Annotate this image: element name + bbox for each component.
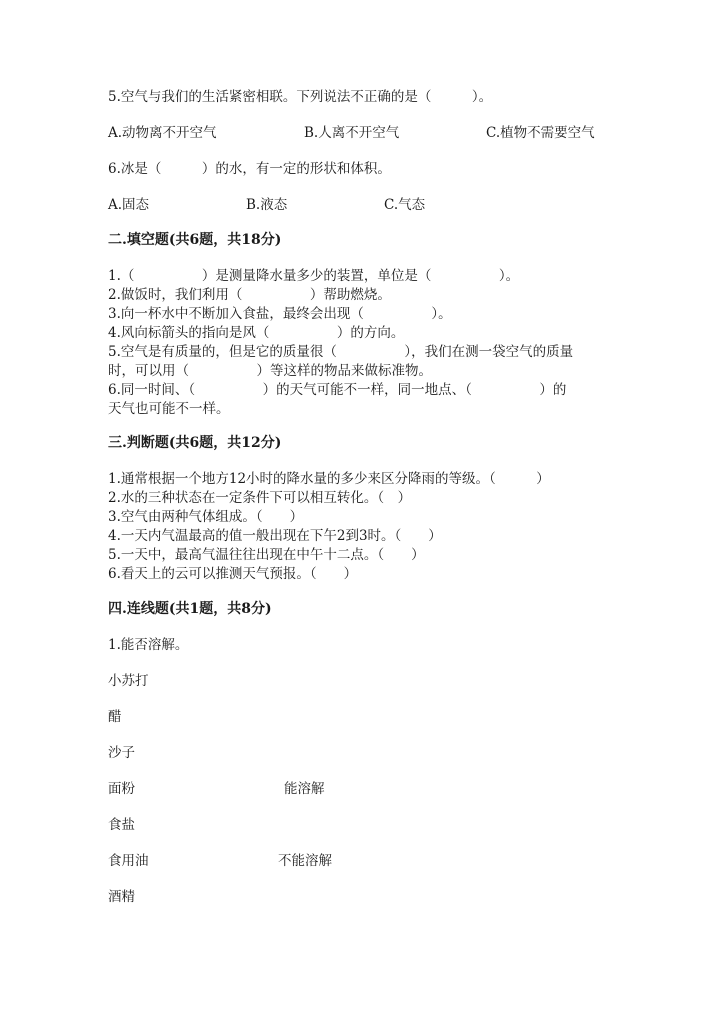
q5-option-a: A.动物离不开空气 [108, 125, 217, 141]
section2-line: 天气也可能不一样。 [108, 401, 230, 417]
q5-option-c: C.植物不需要空气 [486, 125, 595, 141]
section3-line: 5.一天中，最高气温往往出现在中午十二点。（ ） [108, 547, 425, 563]
section2-line: 6.同一时间、（ ）的天气可能不一样，同一地点、（ ）的 [108, 382, 567, 398]
section2-line: 3.向一杯水中不断加入食盐，最终会出现（ ）。 [108, 306, 452, 322]
section3-line: 6.看天上的云可以推测天气预报。（ ） [108, 566, 358, 582]
section3-line: 4.一天内气温最高的值一般出现在下午2到3时。（ ） [108, 528, 442, 544]
match-left-item: 面粉 [108, 781, 135, 797]
section3-line: 3.空气由两种气体组成。（ ） [108, 509, 304, 525]
q6-stem: 6.冰是（ ）的水，有一定的形状和体积。 [108, 161, 391, 177]
match-right-item: 能溶解 [284, 781, 325, 797]
match-left-item: 小苏打 [108, 673, 149, 689]
q6-option-a: A.固态 [108, 197, 150, 213]
section3-heading: 三.判断题(共6题，共12分) [108, 435, 282, 451]
q5-option-b: B.人离不开空气 [304, 125, 400, 141]
match-left-item: 醋 [108, 709, 122, 725]
section3-line: 2.水的三种状态在一定条件下可以相互转化。（ ） [108, 490, 412, 506]
match-left-item: 食用油 [108, 853, 149, 869]
section4-heading: 四.连线题(共1题，共8分) [108, 601, 272, 617]
section4-question: 1.能否溶解。 [108, 637, 189, 653]
section2-line: 2.做饭时，我们利用（ ）帮助燃烧。 [108, 287, 391, 303]
section2-heading: 二.填空题(共6题，共18分) [108, 232, 282, 248]
q6-option-b: B.液态 [246, 197, 288, 213]
q6-option-c: C.气态 [384, 197, 426, 213]
section2-line: 1.（ ）是测量降水量多少的装置，单位是（ ）。 [108, 268, 520, 284]
match-left-item: 食盐 [108, 817, 135, 833]
section3-line: 1.通常根据一个地方12小时的降水量的多少来区分降雨的等级。（ ） [108, 471, 550, 487]
q5-stem: 5.空气与我们的生活紧密相联。下列说法不正确的是（ ）。 [108, 89, 493, 105]
section2-line: 4.风向标箭头的指向是风（ ）的方向。 [108, 325, 405, 341]
section2-line: 5.空气是有质量的，但是它的质量很（ ），我们在测一袋空气的质量 [108, 344, 574, 360]
match-left-item: 酒精 [108, 889, 135, 905]
match-left-item: 沙子 [108, 745, 135, 761]
section2-line: 时，可以用（ ）等这样的物品来做标准物。 [108, 363, 432, 379]
match-right-item: 不能溶解 [278, 853, 332, 869]
